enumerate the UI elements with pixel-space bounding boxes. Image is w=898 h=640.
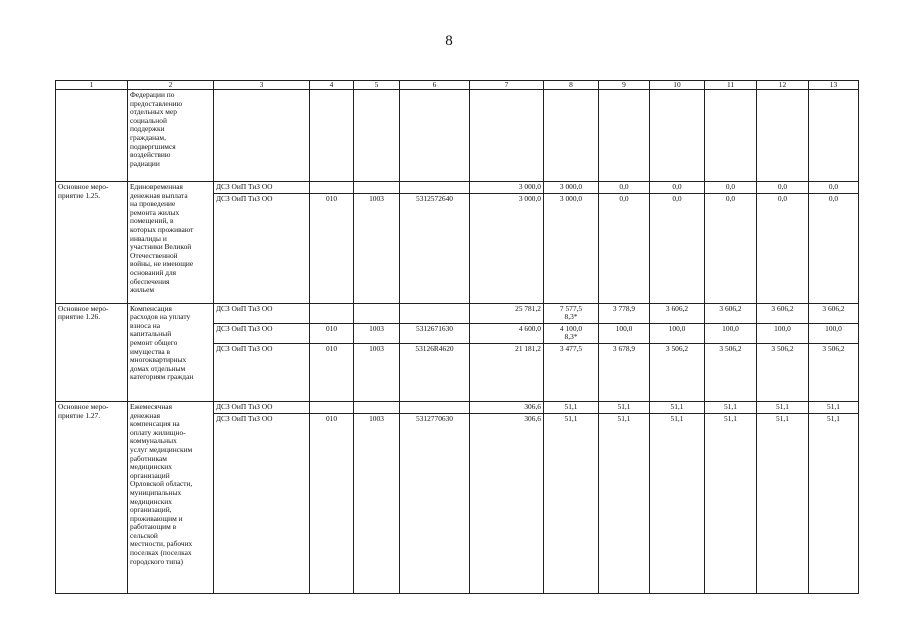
target-article-cell [400,182,470,194]
year-value-cell: 0,0 [599,182,650,194]
year-value-cell: 0,0 [757,193,809,303]
year-value-cell: 0,0 [599,193,650,303]
year-value-cell: 100,0 [757,323,809,343]
measure-description: Компенсация расходов на уплату взноса на капитальный ремонт общего имущества в многоквартирных домах отдельным категориям граждан [128,303,214,401]
empty-cell [599,90,650,182]
executor-cell: ДСЗ ОиП ТиЗ ОО [214,303,310,323]
header-cell: 12 [757,81,809,90]
grbs-code-cell: 010 [310,343,354,401]
year-value-cell: 3 606,2 [757,303,809,323]
year-value-cell: 3 606,2 [809,303,859,323]
page-number: 8 [445,33,453,49]
grbs-code-cell: 010 [310,323,354,343]
measure-name: Основное меро- приятие 1.26. [56,303,128,401]
year-value-cell: 7 577,5 8,3* [544,303,599,323]
header-cell: 7 [470,81,544,90]
section-code-cell [354,303,400,323]
year-value-cell: 51,1 [544,401,599,413]
empty-cell [56,90,128,182]
total-amount-cell: 4 600,0 [470,323,544,343]
empty-cell [400,90,470,182]
carryover-row [56,90,859,182]
section-code-cell [354,182,400,194]
year-value-cell: 51,1 [599,413,650,593]
empty-cell [544,90,599,182]
header-cell: 10 [650,81,705,90]
year-value-cell: 51,1 [757,401,809,413]
header-cell: 11 [705,81,757,90]
year-value-cell: 3 000,0 [544,182,599,194]
grbs-code-cell: 010 [310,193,354,303]
header-cell: 1 [56,81,128,90]
header-cell: 3 [214,81,310,90]
empty-cell [705,90,757,182]
year-value-cell: 51,1 [809,401,859,413]
executor-cell: ДСЗ ОиП ТиЗ ОО [214,401,310,413]
year-value-cell: 3 477,5 [544,343,599,401]
target-article-cell: 5312770630 [400,413,470,593]
year-value-cell: 3 506,2 [757,343,809,401]
header-row [56,81,859,90]
measure-name: Основное меро- приятие 1.25. [56,182,128,304]
empty-cell [310,90,354,182]
measure-description: Единовременная денежная выплата на проведение ремонта жилых помещений, в которых проживают инвалиды и участники Великой Отечественной войны, не имеющие оснований для обеспечения жильем [128,182,214,304]
grbs-code-cell [310,401,354,413]
executor-cell: ДСЗ ОиП ТиЗ ОО [214,193,310,303]
empty-cell [757,90,809,182]
header-cell: 5 [354,81,400,90]
year-value-cell: 4 100,0 8,3* [544,323,599,343]
executor-cell: ДСЗ ОиП ТиЗ ОО [214,323,310,343]
section-code-cell: 1003 [354,323,400,343]
section-code-cell: 1003 [354,413,400,593]
header-cell: 6 [400,81,470,90]
budget-table [55,80,859,594]
year-value-cell: 51,1 [650,413,705,593]
year-value-cell: 3 000,0 [544,193,599,303]
year-value-cell: 0,0 [705,193,757,303]
year-value-cell: 3 506,2 [705,343,757,401]
header-cell: 8 [544,81,599,90]
executor-cell: ДСЗ ОиП ТиЗ ОО [214,182,310,194]
table-row [56,401,859,413]
executor-cell: ДСЗ ОиП ТиЗ ОО [214,343,310,401]
year-value-cell: 3 678,9 [599,343,650,401]
year-value-cell: 0,0 [809,182,859,194]
header-cell: 9 [599,81,650,90]
year-value-cell: 51,1 [705,413,757,593]
year-value-cell: 100,0 [599,323,650,343]
table-row [56,303,859,323]
year-value-cell: 3 606,2 [650,303,705,323]
empty-cell [354,90,400,182]
year-value-cell: 3 778,9 [599,303,650,323]
year-value-cell: 0,0 [705,182,757,194]
total-amount-cell: 306,6 [470,413,544,593]
grbs-code-cell [310,303,354,323]
target-article-cell: 5312671630 [400,323,470,343]
year-value-cell: 51,1 [809,413,859,593]
header-cell: 4 [310,81,354,90]
target-article-cell: 5312572640 [400,193,470,303]
total-amount-cell: 3 000,0 [470,193,544,303]
section-code-cell [354,401,400,413]
year-value-cell: 0,0 [650,182,705,194]
year-value-cell: 3 606,2 [705,303,757,323]
year-value-cell: 51,1 [650,401,705,413]
section-code-cell: 1003 [354,343,400,401]
target-article-cell: 53126R4620 [400,343,470,401]
target-article-cell [400,401,470,413]
measure-description: Ежемесячная денежная компенсация на оплату жилищно- коммунальных услуг медицинским работникам медицинских организаций Орловской области, муниципальных медицинских организаций, проживающим и работающим в сельской местности, рабочих поселках (поселках городского типа) [128,401,214,593]
grbs-code-cell: 010 [310,413,354,593]
empty-cell [809,90,859,182]
year-value-cell: 0,0 [650,193,705,303]
year-value-cell: 100,0 [650,323,705,343]
target-article-cell [400,303,470,323]
measure-description: Федерации по предоставлению отдельных мер социальной поддержки гражданам, подвергшимся воздействию радиации [128,90,214,182]
year-value-cell: 3 506,2 [809,343,859,401]
year-value-cell: 51,1 [705,401,757,413]
empty-cell [470,90,544,182]
year-value-cell: 0,0 [757,182,809,194]
total-amount-cell: 306,6 [470,401,544,413]
header-cell: 2 [128,81,214,90]
header-cell: 13 [809,81,859,90]
grbs-code-cell [310,182,354,194]
year-value-cell: 3 506,2 [650,343,705,401]
measure-name: Основное меро- приятие 1.27. [56,401,128,593]
year-value-cell: 0,0 [809,193,859,303]
total-amount-cell: 25 781,2 [470,303,544,323]
total-amount-cell: 21 181,2 [470,343,544,401]
empty-cell [650,90,705,182]
executor-cell: ДСЗ ОиП ТиЗ ОО [214,413,310,593]
table-row [56,182,859,194]
year-value-cell: 51,1 [757,413,809,593]
year-value-cell: 100,0 [705,323,757,343]
empty-cell [214,90,310,182]
year-value-cell: 51,1 [599,401,650,413]
year-value-cell: 100,0 [809,323,859,343]
section-code-cell: 1003 [354,193,400,303]
year-value-cell: 51,1 [544,413,599,593]
total-amount-cell: 3 000,0 [470,182,544,194]
